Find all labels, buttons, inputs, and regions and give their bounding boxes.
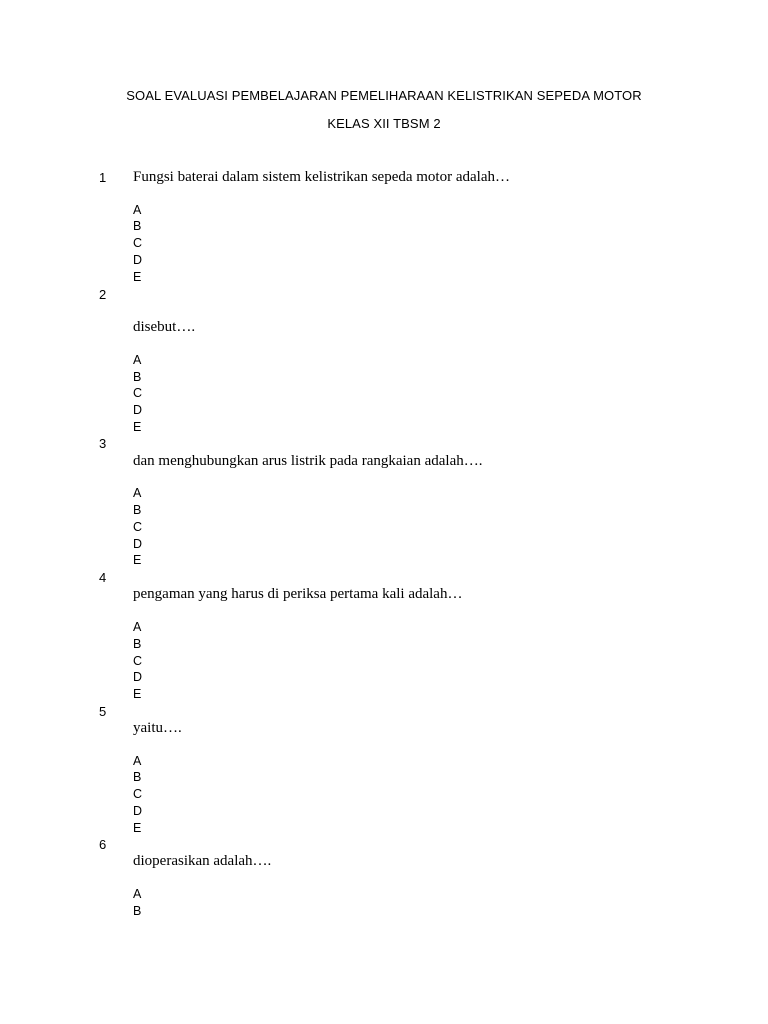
- option-label: E: [133, 687, 142, 701]
- question-number: 1: [99, 170, 107, 185]
- option-label: A: [133, 353, 142, 367]
- question-text: Fungsi baterai dalam sistem kelistrikan sepeda motor adalah…: [133, 169, 510, 185]
- question-text: pengaman yang harus di periksa pertama kali adalah…: [133, 586, 463, 602]
- option-label: D: [133, 804, 143, 818]
- question-text: yaitu….: [133, 720, 182, 736]
- option-label: A: [133, 754, 142, 768]
- option-label: B: [133, 904, 142, 918]
- option-label: C: [133, 654, 143, 668]
- question-text: dioperasikan adalah….: [133, 853, 272, 869]
- question-number: 6: [99, 837, 107, 852]
- document-title: SOAL EVALUASI PEMBELAJARAN PEMELIHARAAN KELISTRIKAN SEPEDA MOTOR: [126, 88, 642, 103]
- option-label: B: [133, 770, 142, 784]
- question-number: 5: [99, 704, 107, 719]
- question-number: 2: [99, 287, 107, 302]
- option-label: E: [133, 821, 142, 835]
- option-label: E: [133, 420, 142, 434]
- document-subtitle: KELAS XII TBSM 2: [327, 116, 441, 131]
- option-label: C: [133, 787, 143, 801]
- option-label: A: [133, 620, 142, 634]
- option-label: B: [133, 219, 142, 233]
- option-label: A: [133, 203, 142, 217]
- option-label: C: [133, 386, 143, 400]
- option-label: C: [133, 236, 143, 250]
- option-label: A: [133, 887, 142, 901]
- option-label: E: [133, 270, 142, 284]
- option-label: C: [133, 520, 143, 534]
- option-label: A: [133, 486, 142, 500]
- question-text: disebut….: [133, 319, 196, 335]
- option-label: D: [133, 253, 143, 267]
- option-label: E: [133, 553, 142, 567]
- question-text: dan menghubungkan arus listrik pada rangkaian adalah….: [133, 453, 483, 469]
- question-number: 3: [99, 436, 107, 451]
- option-label: D: [133, 537, 143, 551]
- option-label: D: [133, 670, 143, 684]
- option-label: B: [133, 637, 142, 651]
- option-label: B: [133, 503, 142, 517]
- option-label: B: [133, 370, 142, 384]
- question-number: 4: [99, 570, 107, 585]
- option-label: D: [133, 403, 143, 417]
